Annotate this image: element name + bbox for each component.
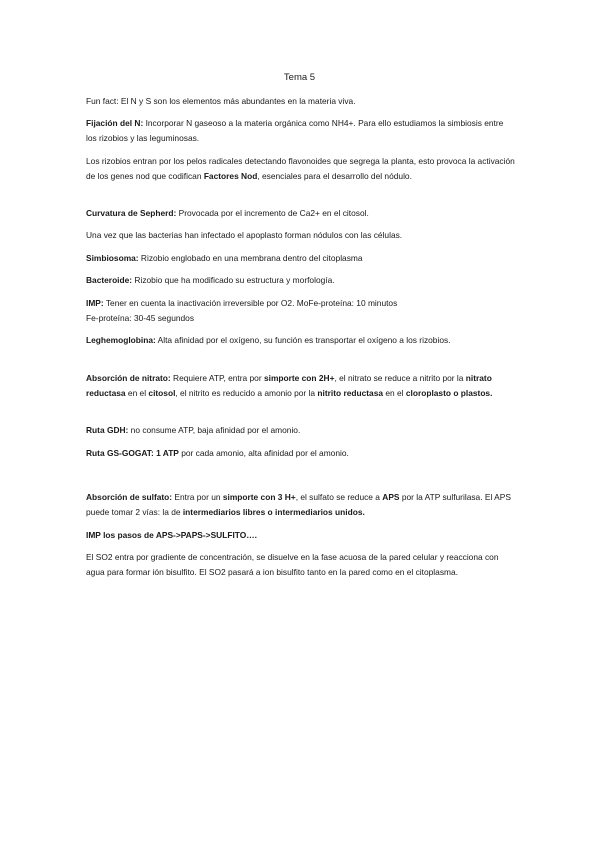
curvatura-paragraph: Curvatura de Sepherd: Provocada por el incremento de Ca2+ en el citosol. (86, 208, 369, 218)
imp-paragraph: IMP: Tener en cuenta la inactivación irreversible por O2. MoFe-proteína: 10 minutos Fe-proteína: 30-45 segundos (86, 298, 398, 323)
imp-aps-paragraph: IMP los pasos de APS->PAPS->SULFITO…. (86, 530, 257, 540)
simbiosoma-paragraph: Simbiosoma: Rizobio englobado en una membrana dentro del citoplasma (86, 253, 363, 263)
ruta-gs-gogat-paragraph: Ruta GS-GOGAT: 1 ATP por cada amonio, alta afinidad por el amonio. (86, 448, 349, 458)
so2-paragraph: El SO2 entra por gradiente de concentración, se disuelve en la fase acuosa de la pared celular y reacciona con agua para formar ión bisulfito. El SO2 pasará a ion bisulfito tanto en la pared como en el citoplasma. (86, 552, 499, 577)
page-title: Tema 5 (283, 72, 316, 83)
nitrato-paragraph: Absorción de nitrato: Requiere ATP, entra por simporte con 2H+, el nitrato se reduce a nitrito por la nitrato reductasa en el citosol, el nitrito es reducido a amonio por la nitrito reductasa en el cloroplasto o plastos. (86, 373, 493, 398)
rizobios-paragraph: Los rizobios entran por los pelos radicales detectando flavonoides que segrega la planta, esto provoca la activación de los genes nod que codifican Factores Nod, esenciales para el desarrollo del nódulo. (86, 156, 515, 181)
bacteroide-paragraph: Bacteroide: Rizobio que ha modificado su estructura y morfología. (86, 275, 335, 285)
ruta-gdh-paragraph: Ruta GDH: no consume ATP, baja afinidad por el amonio. (86, 425, 301, 435)
leghemoglobina-paragraph: Leghemoglobina: Alta afinidad por el oxígeno, su función es transportar el oxígeno a los rizobios. (86, 335, 451, 345)
fun-fact-paragraph: Fun fact: El N y S son los elementos más abundantes en la materia viva. (86, 96, 356, 106)
infeccion-paragraph: Una vez que las bacterias han infectado el apoplasto forman nódulos con las células. (86, 230, 403, 240)
fijacion-paragraph: Fijación del N: Incorporar N gaseoso a la materia orgánica como NH4+. Para ello estudiamos la simbiosis entre los rizobios y las leguminosas. (86, 118, 504, 143)
sulfato-paragraph: Absorción de sulfato: Entra por un simporte con 3 H+, el sulfato se reduce a APS por la ATP sulfurilasa. El APS puede tomar 2 vías: la de intermediarios libres o intermediarios unidos. (86, 492, 511, 517)
